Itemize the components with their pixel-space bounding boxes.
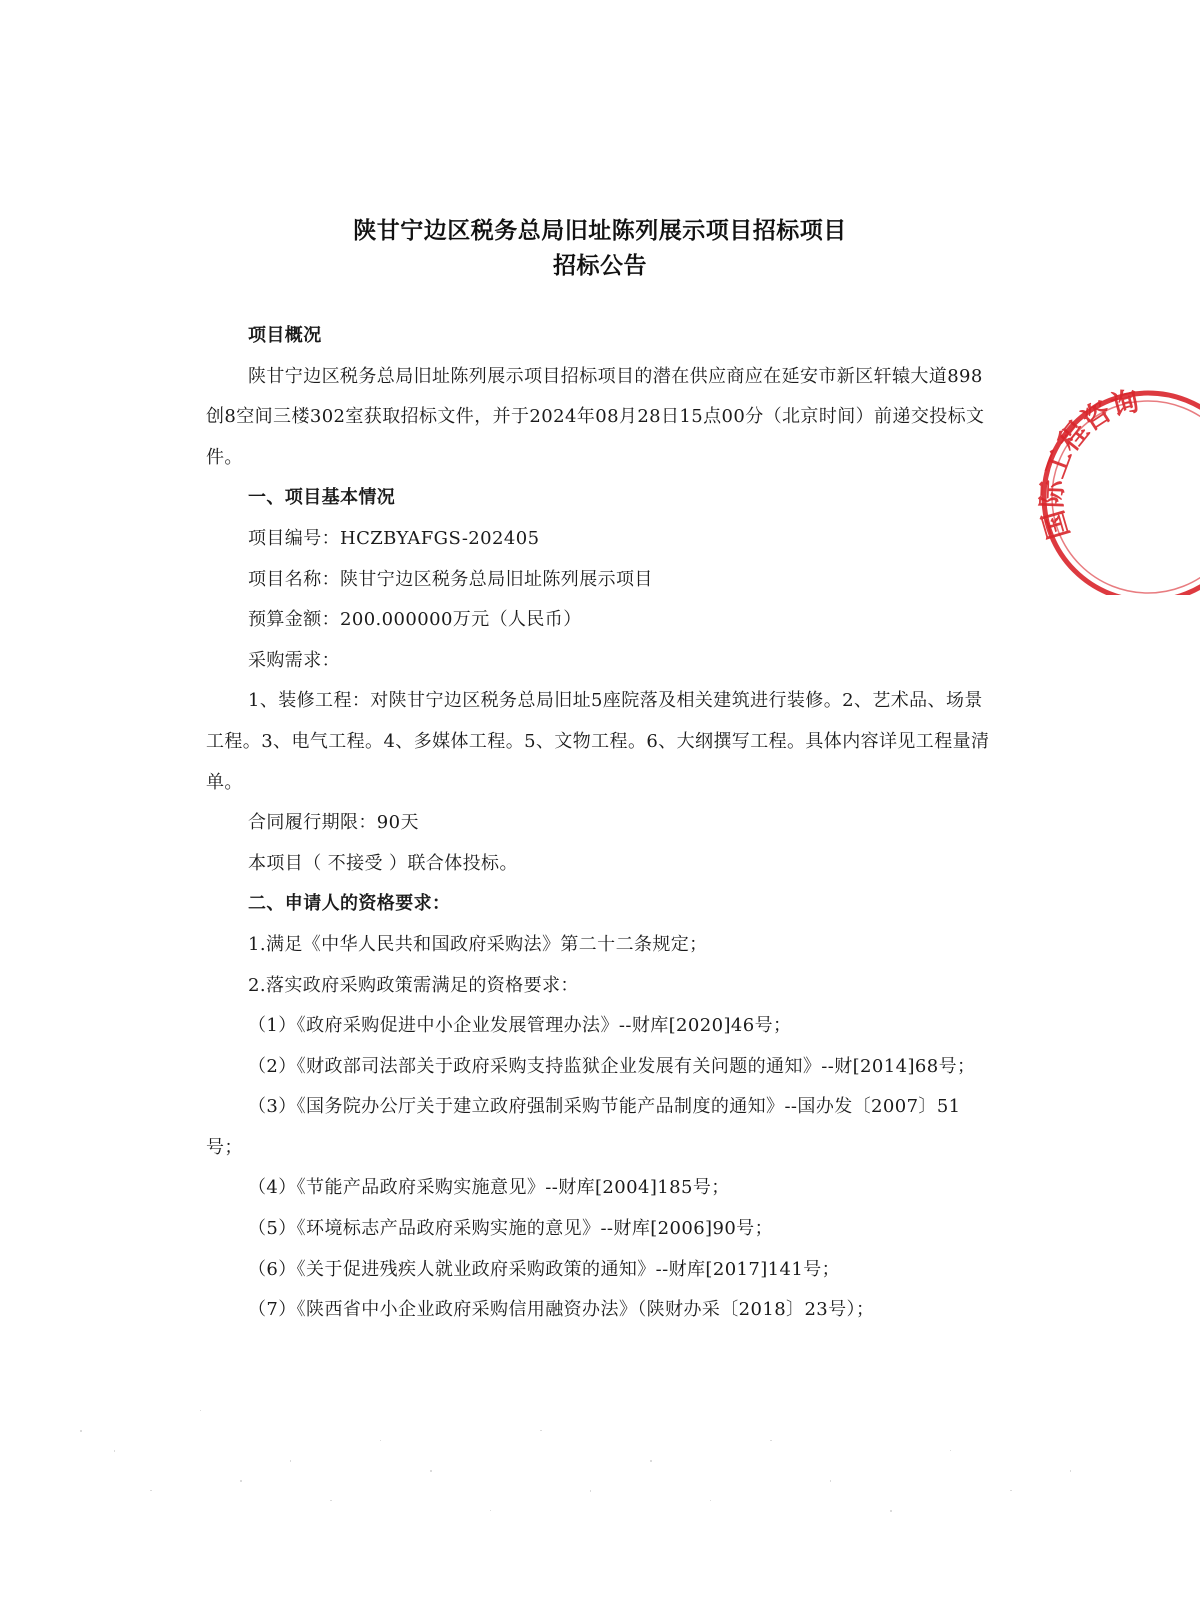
policy-item: （1）《政府采购促进中小企业发展管理办法》--财库[2020]46号； bbox=[248, 1015, 792, 1037]
svg-text:国际工程咨询 bbox=[1035, 385, 1142, 543]
policy-item: （3）《国务院办公厅关于建立政府强制采购节能产品制度的通知》--国办发〔2007〕51号； bbox=[206, 1096, 961, 1158]
overview-paragraph: 陕甘宁边区税务总局旧址陈列展示项目招标项目的潜在供应商应在延安市新区轩辕大道898创8空间三楼302室获取招标文件，并于2024年08月28日15点00分（北京时间）前递交投标文件。 bbox=[206, 365, 985, 468]
contract-period: 合同履行期限：90天 bbox=[248, 812, 419, 834]
requirement-2: 2.落实政府采购政策需满足的资格要求： bbox=[248, 974, 579, 996]
scan-noise-decoration bbox=[70, 1370, 1110, 1530]
needs-paragraph: 1、装修工程：对陕甘宁边区税务总局旧址5座院落及相关建筑进行装修。2、艺术品、场景工程。3、电气工程。4、多媒体工程。5、文物工程。6、大纲撰写工程。具体内容详见工程量清单。 bbox=[206, 690, 990, 793]
policy-item: （4）《节能产品政府采购实施意见》--财库[2004]185号； bbox=[248, 1177, 730, 1199]
needs-label: 采购需求： bbox=[248, 649, 340, 671]
project-number: 项目编号：HCZBYAFGS-202405 bbox=[248, 527, 540, 549]
section2-heading: 二、申请人的资格要求： bbox=[248, 893, 451, 915]
project-name: 项目名称：陕甘宁边区税务总局旧址陈列展示项目 bbox=[248, 568, 653, 590]
seal-lettering: 国际工程咨询 bbox=[1035, 385, 1143, 543]
company-seal-stamp bbox=[1030, 385, 1200, 595]
policy-item: （5）《环境标志产品政府采购实施的意见》--财库[2006]90号； bbox=[248, 1218, 773, 1240]
document-body bbox=[206, 316, 996, 1331]
policy-item: （2）《财政部司法部关于政府采购支持监狱企业发展有关问题的通知》--财[2014]68号； bbox=[248, 1055, 976, 1077]
budget-amount: 预算金额：200.000000万元（人民币） bbox=[248, 609, 582, 631]
policy-item: （7）《陕西省中小企业政府采购信用融资办法》（陕财办采〔2018〕23号）； bbox=[248, 1299, 875, 1321]
requirement-1: 1.满足《中华人民共和国政府采购法》第二十二条规定； bbox=[248, 933, 708, 955]
document-title: 陕甘宁边区税务总局旧址陈列展示项目招标项目 bbox=[353, 218, 847, 244]
section-overview-heading: 项目概况 bbox=[248, 325, 322, 346]
policy-item: （6）《关于促进残疾人就业政府采购政策的通知》--财库[2017]141号； bbox=[248, 1258, 841, 1280]
section1-heading: 一、项目基本情况 bbox=[248, 487, 396, 509]
document-subtitle: 招标公告 bbox=[553, 253, 647, 279]
consortium-note: 本项目（ 不接受 ）联合体投标。 bbox=[248, 852, 518, 874]
